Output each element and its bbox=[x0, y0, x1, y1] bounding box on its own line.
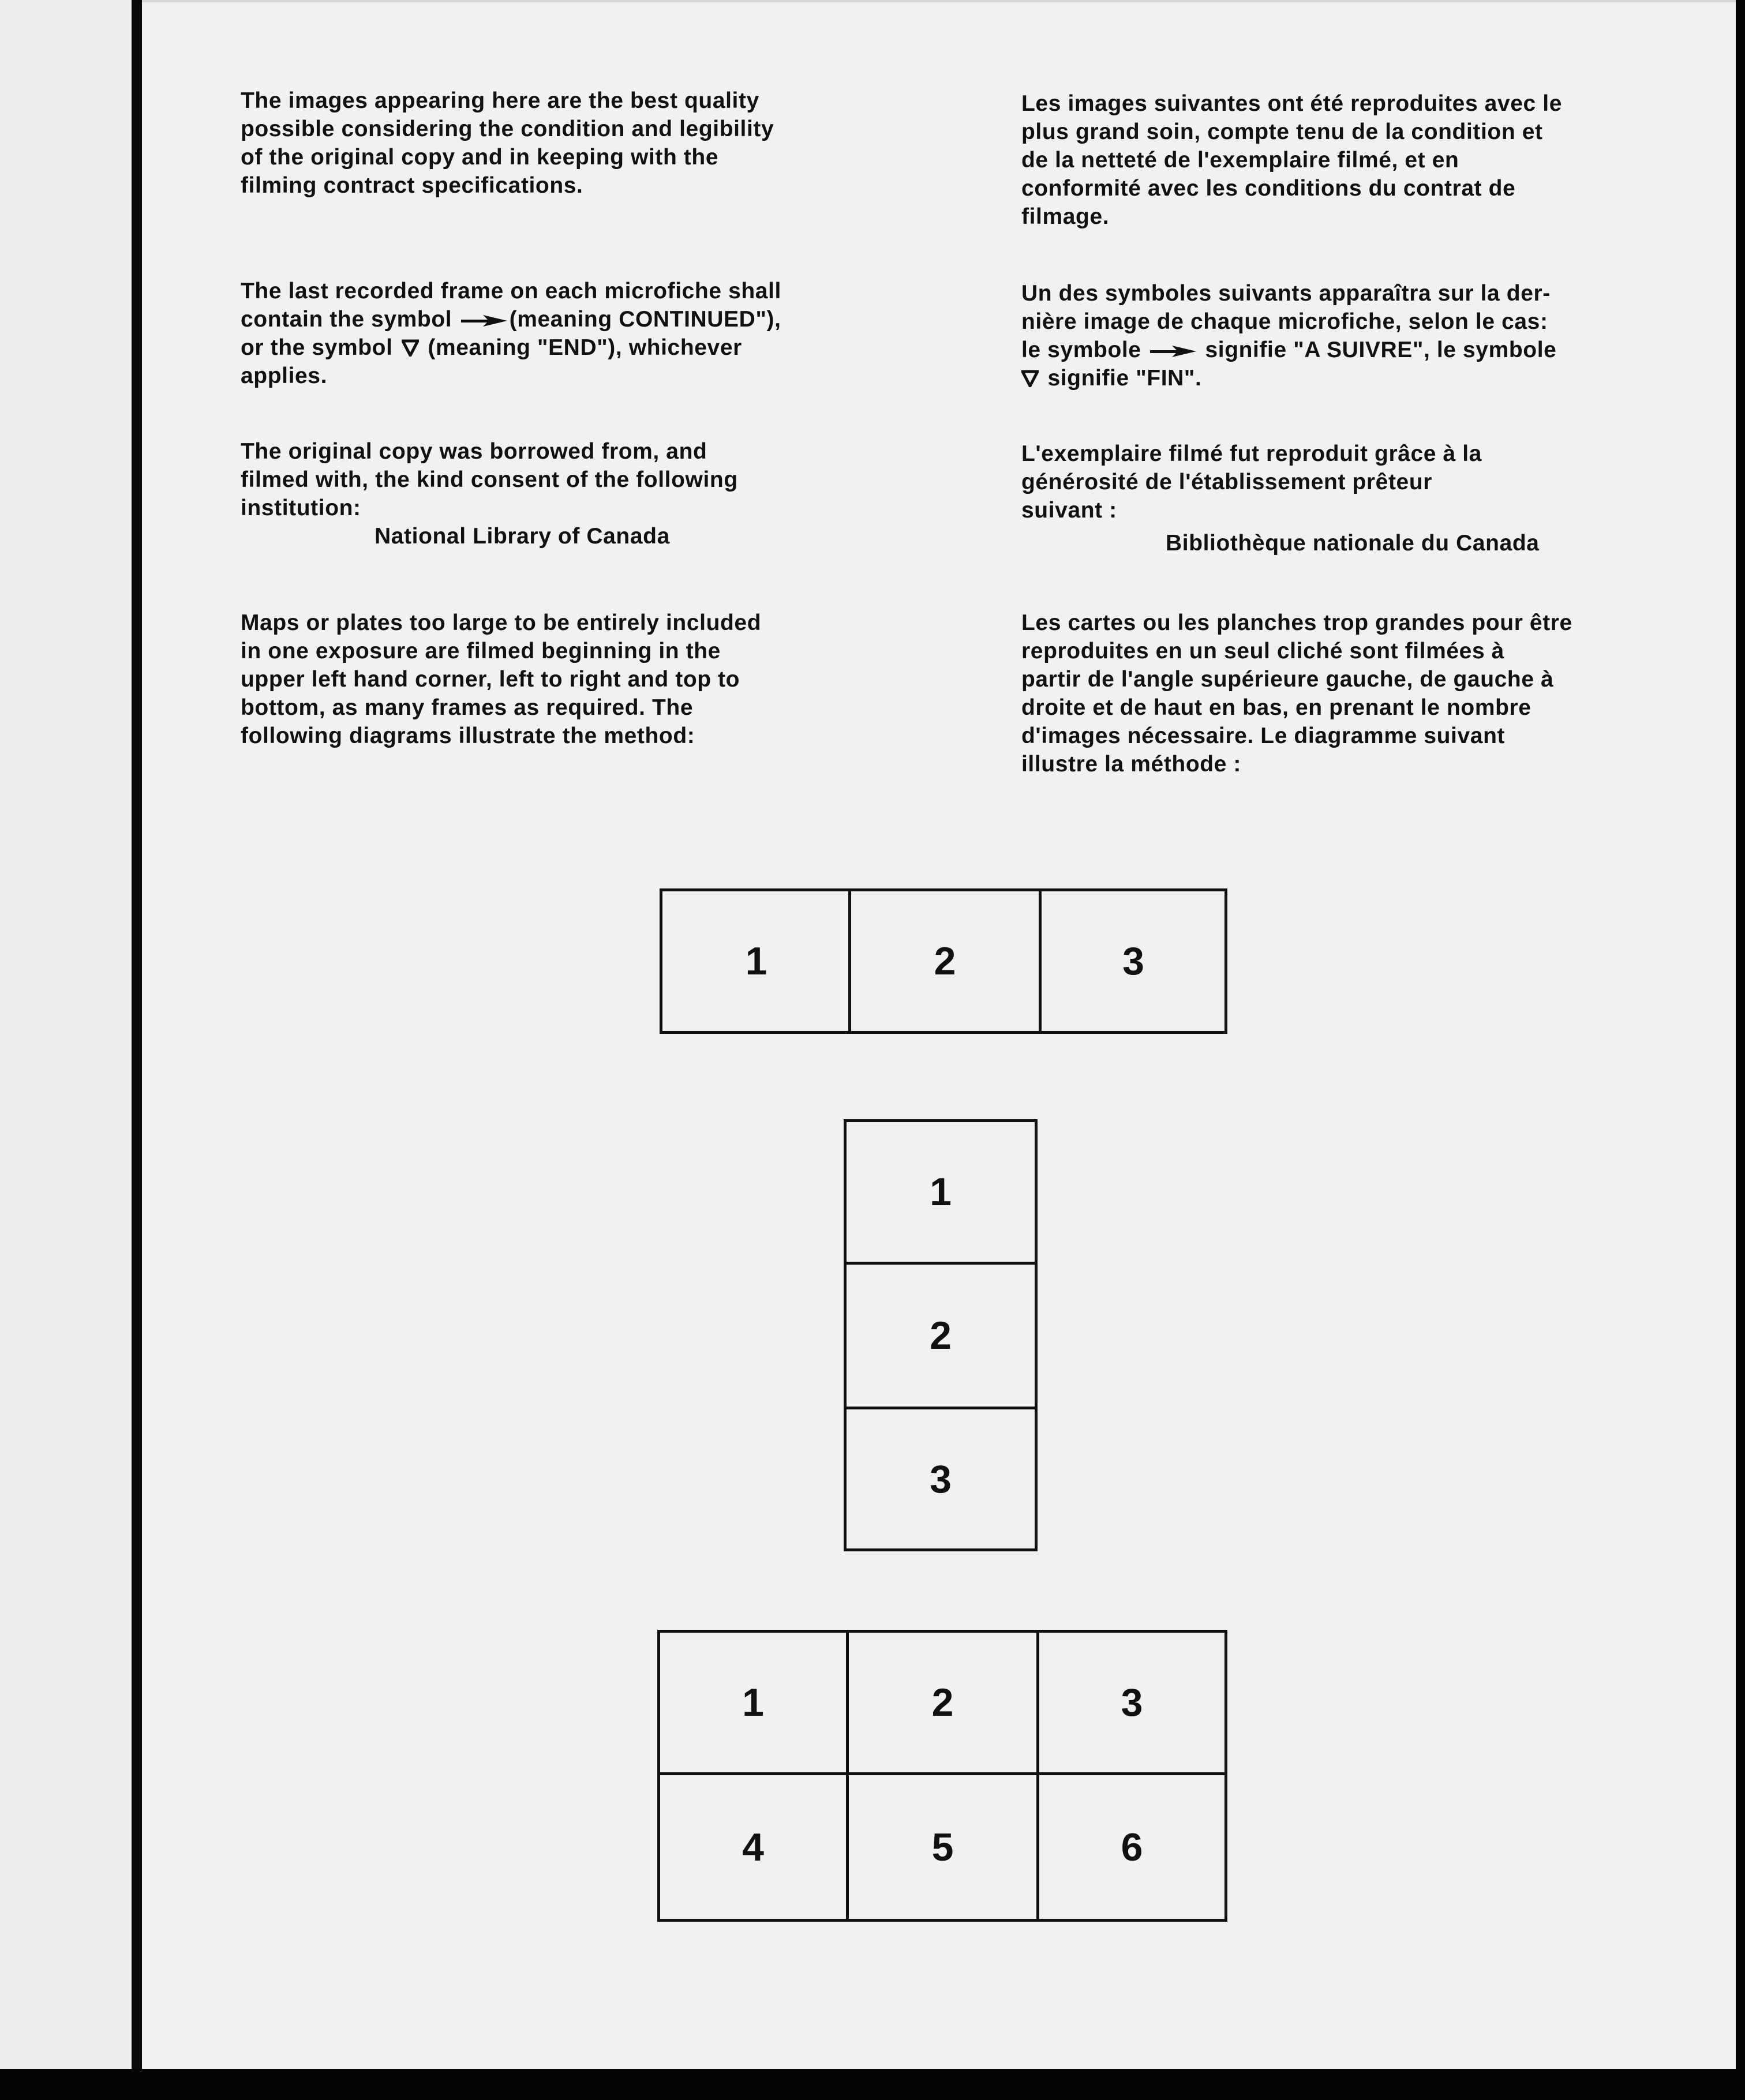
text-line: droite et de haut en bas, en prenant le nombre bbox=[1021, 695, 1531, 720]
institution-name: Bibliothèque nationale du Canada bbox=[1166, 531, 1540, 556]
text-line: The images appearing here are the best quality bbox=[241, 88, 759, 113]
fr-maps-paragraph bbox=[1021, 609, 1572, 778]
text-line: The last recorded frame on each microfiche shall bbox=[241, 279, 781, 303]
text-line: nière image de chaque microfiche, selon le cas: bbox=[1021, 309, 1548, 334]
text-line: conformité avec les conditions du contrat de bbox=[1021, 176, 1516, 201]
text-line: The original copy was borrowed from, and bbox=[241, 439, 707, 464]
frame-number: 3 bbox=[1122, 939, 1144, 983]
diagram-grid bbox=[657, 1630, 1227, 1922]
fr-institution-paragraph bbox=[1021, 440, 1540, 557]
arrow-right-icon bbox=[1150, 346, 1196, 357]
text-line: plus grand soin, compte tenu de la condition et bbox=[1021, 119, 1543, 144]
frame-number: 1 bbox=[930, 1170, 952, 1214]
diagram-vertical bbox=[844, 1119, 1038, 1551]
text-segment: le symbole bbox=[1021, 337, 1141, 362]
frame-number: 2 bbox=[931, 1681, 954, 1724]
text-line: following diagrams illustrate the method: bbox=[241, 723, 695, 748]
text-segment: or the symbol bbox=[241, 335, 393, 360]
text-line: de la netteté de l'exemplaire filmé, et en bbox=[1021, 148, 1459, 172]
film-bottom-border bbox=[0, 2069, 1745, 2100]
film-top-edge bbox=[142, 0, 1736, 2]
text-line: Maps or plates too large to be entirely included bbox=[241, 610, 762, 635]
text-line: filmed with, the kind consent of the following bbox=[241, 467, 738, 492]
text-segment: (meaning "END"), whichever bbox=[428, 335, 742, 360]
triangle-down-icon bbox=[1021, 370, 1039, 387]
text-line: of the original copy and in keeping with the bbox=[241, 145, 719, 170]
frame-number: 2 bbox=[934, 939, 956, 983]
film-right-border bbox=[1736, 0, 1745, 2100]
text-line: Un des symboles suivants apparaîtra sur la der- bbox=[1021, 281, 1551, 306]
frame-number: 2 bbox=[930, 1314, 952, 1357]
text-line: filmage. bbox=[1021, 204, 1110, 229]
frame-number: 5 bbox=[931, 1825, 954, 1869]
en-quality-paragraph bbox=[241, 87, 774, 200]
text-line: partir de l'angle supérieure gauche, de gauche à bbox=[1021, 667, 1554, 692]
en-maps-paragraph bbox=[241, 609, 761, 750]
fr-symbols-paragraph bbox=[1021, 279, 1556, 392]
en-symbols-paragraph bbox=[241, 277, 781, 390]
text-line: possible considering the condition and legibility bbox=[241, 117, 774, 141]
text-line-with-symbol bbox=[241, 333, 781, 362]
en-institution-paragraph bbox=[241, 437, 738, 550]
text-line: L'exemplaire filmé fut reproduit grâce à la bbox=[1021, 441, 1482, 466]
frame-number: 4 bbox=[742, 1825, 764, 1869]
text-line: reproduites en un seul cliché sont filmées à bbox=[1021, 639, 1504, 663]
text-line: applies. bbox=[241, 363, 328, 388]
frame-number: 6 bbox=[1121, 1825, 1143, 1869]
institution-name: National Library of Canada bbox=[375, 524, 670, 549]
arrow-right-icon bbox=[461, 315, 507, 327]
fr-quality-paragraph bbox=[1021, 89, 1562, 231]
diagram-horizontal bbox=[660, 888, 1227, 1034]
text-line: filming contract specifications. bbox=[241, 173, 583, 198]
text-line: illustre la méthode : bbox=[1021, 752, 1242, 777]
text-segment: signifie "A SUIVRE", le symbole bbox=[1205, 337, 1557, 362]
text-line: d'images nécessaire. Le diagramme suivant bbox=[1021, 723, 1506, 748]
text-line: suivant : bbox=[1021, 498, 1117, 523]
text-line: in one exposure are filmed beginning in the bbox=[241, 639, 721, 663]
text-line: Les images suivantes ont été reproduites avec le bbox=[1021, 91, 1562, 116]
text-segment: signifie "FIN". bbox=[1047, 366, 1202, 391]
text-line: bottom, as many frames as required. The bbox=[241, 695, 694, 720]
text-segment: (meaning CONTINUED"), bbox=[509, 307, 781, 332]
text-line: Les cartes ou les planches trop grandes pour être bbox=[1021, 610, 1572, 635]
frame-number: 3 bbox=[1121, 1681, 1143, 1724]
text-line-with-symbol bbox=[241, 305, 781, 333]
film-left-margin bbox=[0, 0, 132, 2069]
text-line: institution: bbox=[241, 496, 361, 520]
frame-number: 3 bbox=[930, 1457, 952, 1501]
text-line-with-symbol bbox=[1021, 336, 1556, 364]
film-left-border bbox=[132, 0, 142, 2069]
text-line-with-symbol bbox=[1021, 364, 1556, 392]
triangle-down-icon bbox=[402, 339, 419, 357]
text-line: générosité de l'établissement prêteur bbox=[1021, 470, 1433, 494]
text-line: upper left hand corner, left to right and top to bbox=[241, 667, 740, 692]
frame-number: 1 bbox=[742, 1681, 764, 1724]
frame-number: 1 bbox=[745, 939, 767, 983]
text-segment: contain the symbol bbox=[241, 307, 452, 332]
